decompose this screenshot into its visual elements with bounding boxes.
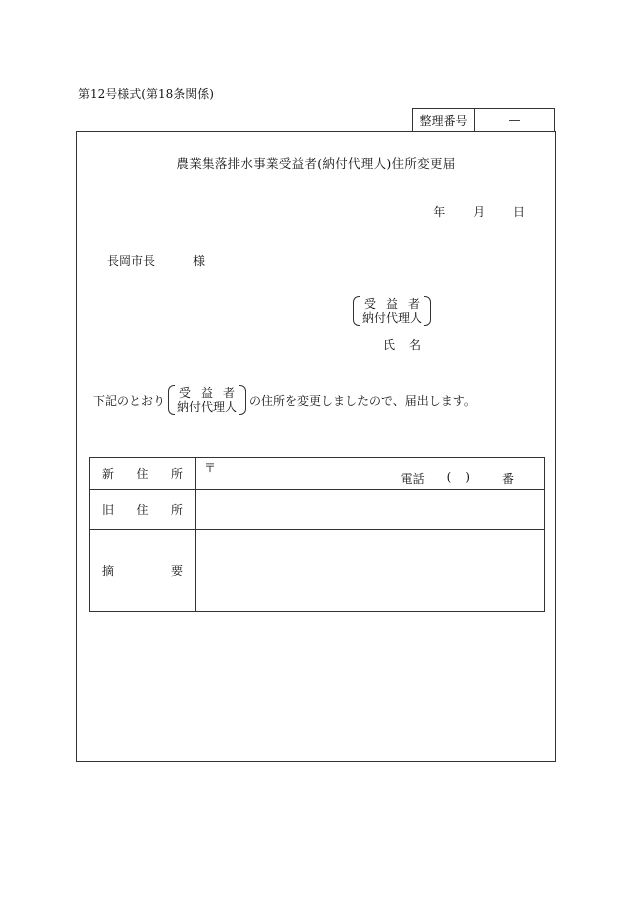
applicant-role-beneficiary: 受益者: [364, 297, 431, 311]
table-row: [90, 490, 545, 530]
postal-mark: 〒: [204, 461, 217, 475]
table-row: [90, 458, 545, 490]
applicant-role-bracket: [353, 296, 431, 326]
phone-suffix: 番: [501, 472, 514, 486]
reference-number-field[interactable]: —: [508, 113, 521, 127]
phone-label: 電話: [400, 472, 425, 486]
applicant-role-proxy: 納付代理人: [362, 311, 423, 325]
date-month[interactable]: 月: [473, 205, 486, 219]
date-line: [411, 203, 525, 220]
addressee-name: 長岡市長: [107, 254, 156, 268]
reference-number-box: [412, 108, 555, 131]
new-address-field[interactable]: [196, 458, 545, 490]
date-year[interactable]: 年: [433, 205, 446, 219]
phone-paren-open: (: [446, 470, 452, 484]
statement: [93, 385, 476, 415]
statement-role-beneficiary: 受益者: [179, 386, 246, 400]
addressee-honorific: 様: [193, 254, 206, 268]
statement-role-proxy: 納付代理人: [177, 400, 238, 414]
date-day[interactable]: 日: [512, 205, 525, 219]
addressee: [107, 252, 205, 269]
applicant-name-label[interactable]: 氏名: [383, 338, 436, 352]
old-address-field[interactable]: [196, 490, 545, 530]
table-row: [90, 530, 545, 612]
old-address-label: 旧 住 所: [90, 490, 196, 530]
notes-label: 摘 要: [90, 530, 196, 612]
statement-after: の住所を変更しましたので、届出します。: [249, 393, 476, 408]
form-frame: [76, 131, 556, 762]
statement-before: 下記のとおり: [93, 393, 166, 408]
statement-role-bracket: [168, 385, 246, 415]
phone-paren-close: ): [465, 470, 470, 484]
form-title: 農業集落排水事業受益者(納付代理人)住所変更届: [176, 156, 456, 171]
reference-number-label: 整理番号: [413, 109, 475, 131]
notes-field[interactable]: [196, 530, 545, 612]
address-change-table: [89, 457, 545, 612]
phone-line: [401, 470, 514, 487]
new-address-label: 新 住 所: [90, 458, 196, 490]
form-number-label: 第12号様式(第18条関係): [78, 87, 214, 101]
